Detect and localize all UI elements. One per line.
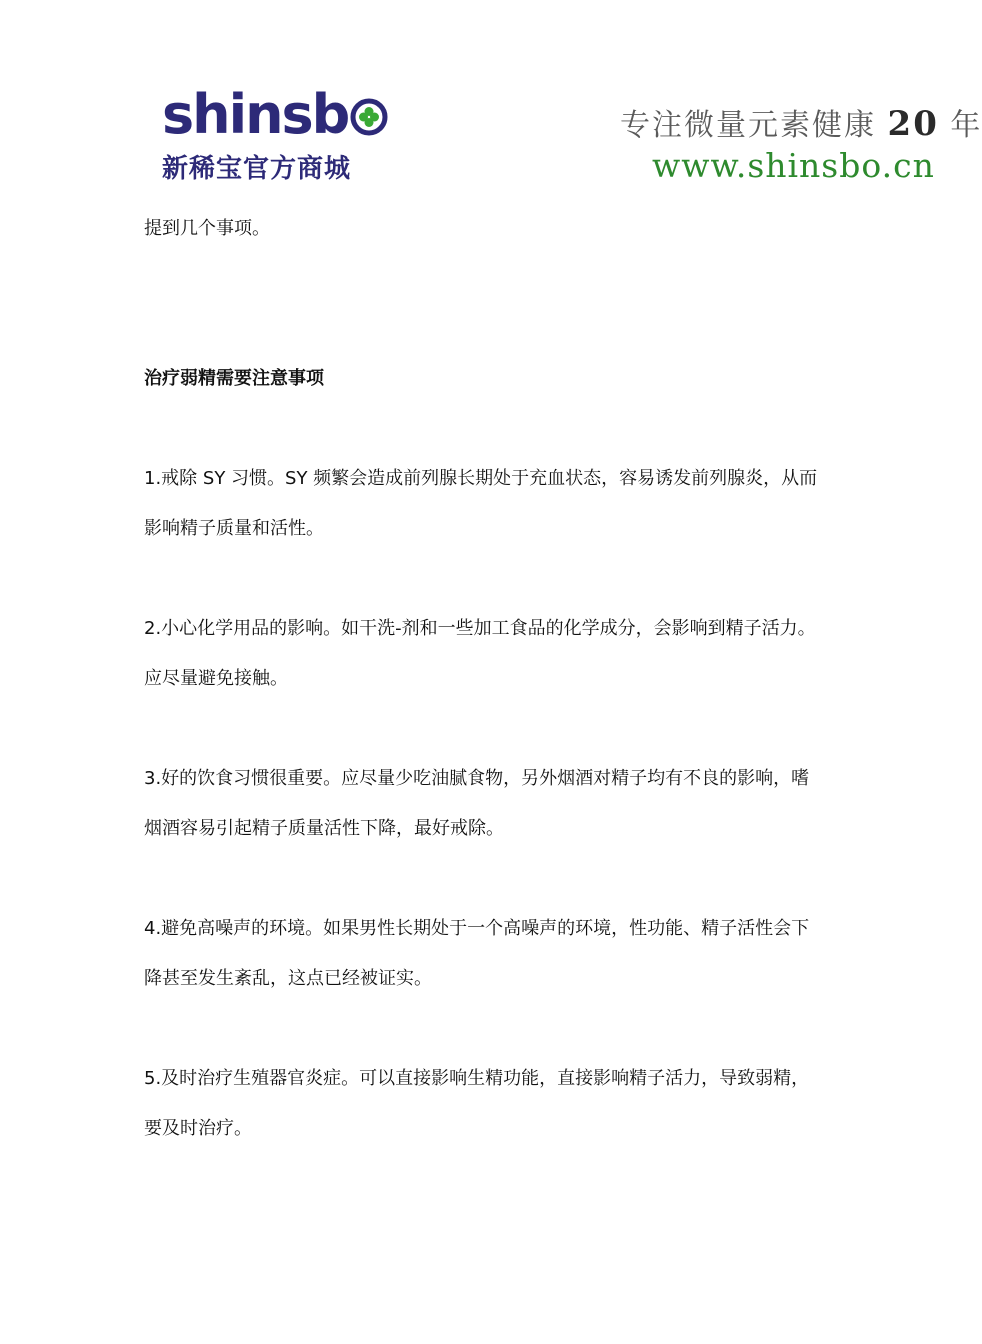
header-slogan <box>620 100 982 144</box>
clover-icon <box>350 98 388 136</box>
logo-subtitle: 新稀宝官方商城 <box>162 154 352 184</box>
list-item: 3.好的饮食习惯很重要。应尽量少吃油腻食物，另外烟酒对精子均有不良的影响，嗜烟酒容易引起精子质量活性下降，最好戒除。 <box>144 768 810 839</box>
page-header <box>0 0 982 200</box>
brand-logo <box>162 80 388 146</box>
list-item: 4.避免高噪声的环境。如果男性长期处于一个高噪声的环境，性功能、精子活性会下降甚至发生紊乱，这点已经被证实。 <box>144 918 810 989</box>
section-title: 治疗弱精需要注意事项 <box>144 368 324 389</box>
list-item: 2.小心化学用品的影响。如干洗-剂和一些加工食品的化学成分，会影响到精子活力。应尽量避免接触。 <box>144 618 816 689</box>
logo-wordmark: shinsb <box>162 83 349 146</box>
slogan-prefix: 专注微量元素健康 <box>620 108 876 143</box>
slogan-suffix: 年 <box>950 108 982 143</box>
article-body <box>144 204 824 1204</box>
list-item: 1.戒除 SY 习惯。SY 频繁会造成前列腺长期处于充血状态，容易诱发前列腺炎，从而影响精子质量和活性。 <box>144 468 818 539</box>
list-item: 5.及时治疗生殖器官炎症。可以直接影响生精功能，直接影响精子活力，导致弱精，要及时治疗。 <box>144 1068 810 1139</box>
site-url: www.shinsbo.cn <box>652 146 935 185</box>
slogan-number: 20 <box>887 104 939 144</box>
intro-text: 提到几个事项。 <box>144 218 270 239</box>
